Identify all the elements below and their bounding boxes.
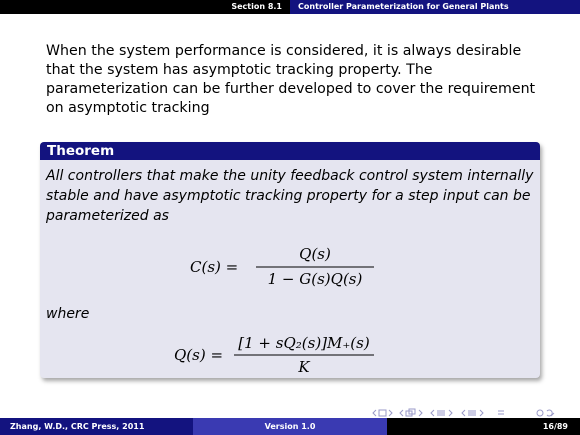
- theorem-block: [40, 142, 540, 378]
- theorem-statement: All controllers that make the unity feedback control system internally stable and have asymptotic tracking property for a step input can be parameterized as: [46, 168, 534, 224]
- nav-search-icon[interactable]: [537, 410, 554, 416]
- nav-subsubsection-icon[interactable]: [468, 411, 476, 415]
- intro-paragraph: When the system performance is considered, it is always desirable that the system has asymptotic tracking property. The parameterization can be further developed to cover the requirement on asymptotic tracking: [46, 43, 536, 116]
- theorem-heading: Theorem: [40, 142, 540, 160]
- footer-page-number: 16/89: [387, 418, 580, 435]
- nav-subsection-right-icon[interactable]: [419, 410, 422, 416]
- where-label: where: [46, 306, 90, 322]
- equation-controller: [188, 242, 408, 296]
- footer-author[interactable]: Zhang, W.D., CRC Press, 2011: [0, 418, 193, 435]
- equation-controller-graphic: [188, 242, 408, 292]
- eq2-lhs: Q(s) =: [174, 346, 224, 364]
- footer-version[interactable]: Version 1.0: [193, 418, 387, 435]
- eq2-denominator: K: [298, 358, 310, 376]
- eq2-numerator: [1 + sQ₂(s)]M₊(s): [238, 334, 370, 352]
- nav-section-right-icon[interactable]: [449, 410, 452, 416]
- header-title[interactable]: Controller Parameterization for General Plants: [290, 0, 580, 14]
- nav-section-left-icon[interactable]: [431, 410, 434, 416]
- nav-subsubsection-right-icon[interactable]: [480, 410, 483, 416]
- equation-q-graphic: [172, 332, 412, 378]
- nav-align-icon[interactable]: [498, 411, 504, 414]
- nav-frame-left-icon[interactable]: [373, 410, 376, 416]
- eq1-numerator: Q(s): [299, 245, 331, 263]
- nav-subsubsection-left-icon[interactable]: [462, 410, 465, 416]
- nav-frame-right-icon[interactable]: [389, 410, 392, 416]
- equation-q: [172, 332, 412, 378]
- eq1-denominator: 1 − G(s)Q(s): [267, 270, 363, 288]
- footer-bar: [0, 418, 580, 435]
- nav-subsection-icon[interactable]: [406, 409, 415, 416]
- eq1-lhs: C(s) =: [190, 258, 239, 276]
- header-section[interactable]: Section 8.1: [231, 2, 282, 11]
- nav-section-icon[interactable]: [437, 411, 445, 415]
- nav-frame-icon[interactable]: [379, 410, 386, 416]
- header-bar: [0, 0, 580, 14]
- nav-subsection-left-icon[interactable]: [400, 410, 403, 416]
- navigation-symbols: [372, 404, 578, 416]
